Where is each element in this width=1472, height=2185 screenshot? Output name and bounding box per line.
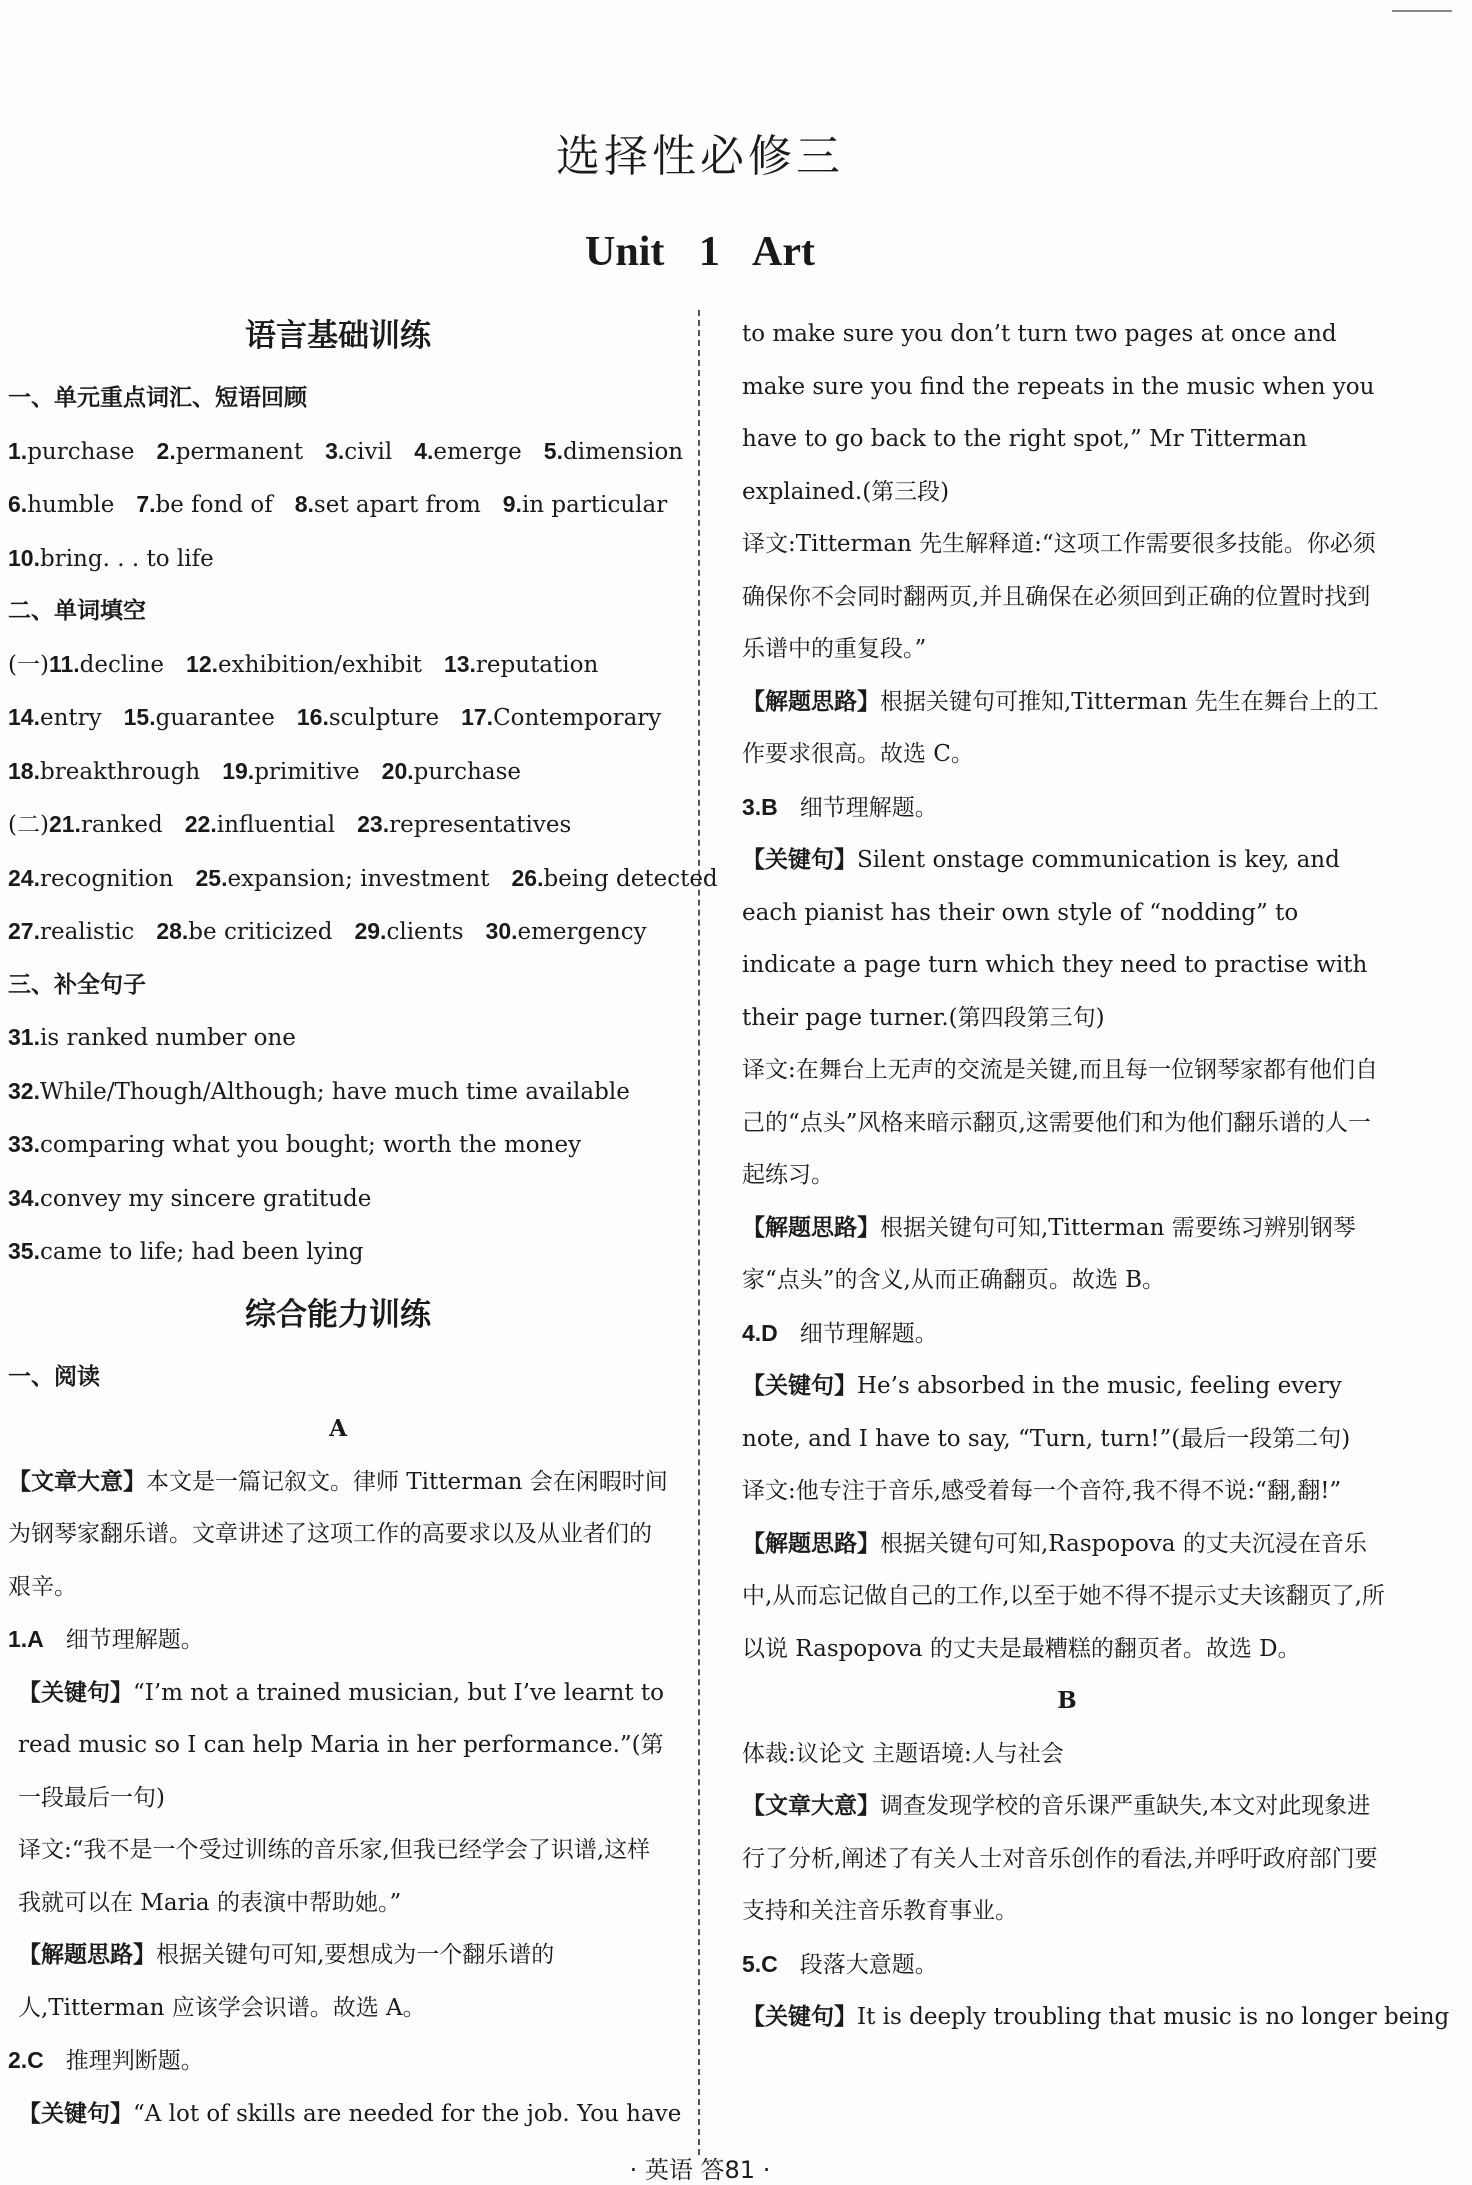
item-number: 7. — [136, 491, 156, 517]
item-number: 23. — [357, 811, 390, 837]
reasoning-text: 根据关键句可推知,Titterman 先生在舞台上的工作要求很高。故选 C。 — [742, 688, 1379, 767]
key-text: It is deeply troubling that music is no longer being — [857, 2004, 1450, 2030]
answer-row — [8, 638, 668, 692]
answer-row — [8, 1225, 668, 1279]
item-number: 32. — [8, 1077, 40, 1104]
item-number: 29. — [354, 918, 387, 944]
summary-text: 调查发现学校的音乐课严重缺失,本文对此现象进行了分析,阐述了有关人士对音乐创作的看法,并呼吁政府部门要支持和关注音乐教育事业。 — [742, 1793, 1378, 1924]
item-number: 16. — [296, 704, 329, 730]
item-answer: recognition — [39, 865, 174, 892]
column-divider — [698, 310, 700, 2155]
answer-item — [195, 866, 489, 892]
item-answer: humble — [27, 492, 115, 518]
item-answer: guarantee — [155, 705, 275, 731]
item-answer: exhibition/exhibit — [218, 651, 422, 678]
question-number: 3.B — [742, 793, 778, 820]
answer-item — [461, 705, 661, 731]
item-number: 1. — [8, 437, 28, 464]
item-answer: primitive — [254, 758, 360, 785]
key-text: He’s absorbed in the music, feeling every note, and I have to say, “Turn, turn!”(最后一段第二句) — [742, 1373, 1351, 1452]
item-answer: in particular — [521, 492, 668, 518]
summary-tag: 【文章大意】 — [8, 1468, 146, 1495]
item-answer: expansion; investment — [227, 865, 490, 892]
left-column — [8, 300, 718, 2140]
answer-item — [8, 492, 114, 518]
translation: 译文:他专注于音乐,感受着每一个音符,我不得不说:“翻,翻!” — [742, 1478, 1342, 1504]
item-answer: While/Though/Although; have much time available — [39, 1078, 630, 1105]
question-number: 2.C — [8, 2047, 44, 2073]
key-tag: 【关键句】 — [742, 2004, 857, 2030]
reasoning-text: 根据关键句可知,Titterman 需要练习辨别钢琴家“点头”的含义,从而正确翻页。故选 B。 — [742, 1214, 1356, 1293]
item-number: 15. — [123, 704, 156, 730]
question-header — [8, 1613, 668, 1667]
question-number: 5.C — [742, 1950, 778, 1977]
group-prefix: (一) — [8, 651, 49, 678]
item-number: 2. — [156, 437, 176, 464]
answer-item — [8, 759, 200, 785]
answer-row — [8, 532, 668, 586]
answer-item — [49, 652, 164, 678]
passage-label: B — [1057, 1687, 1077, 1714]
summary-tag: 【文章大意】 — [742, 1793, 880, 1819]
section-title-basic: 语言基础训练 — [245, 318, 431, 354]
item-number: 19. — [222, 757, 255, 784]
reasoning-tag: 【解题思路】 — [742, 1214, 880, 1241]
answer-item — [325, 439, 392, 465]
item-answer: be criticized — [188, 919, 333, 945]
answer-row — [8, 798, 668, 852]
key-sentence — [742, 1360, 1392, 1465]
key-text: “A lot of skills are needed for the job. You have — [133, 2100, 682, 2127]
page-footer: · 英语 答81 · — [629, 2156, 771, 2184]
passage-summary — [8, 1456, 668, 1614]
item-number: 31. — [8, 1024, 40, 1050]
item-number: 6. — [8, 491, 28, 517]
translation: 译文:“我不是一个受过训练的音乐家,但我已经学会了识谱,这样我就可以在 Maria 的表演中帮助她。” — [18, 1837, 651, 1916]
answer-row — [8, 691, 668, 745]
item-answer: purchase — [27, 438, 135, 465]
passage-label: A — [329, 1415, 347, 1442]
heading-vocab: 一、单元重点词汇、短语回顾 — [8, 385, 307, 411]
item-number: 22. — [184, 811, 217, 837]
answer-item — [354, 919, 463, 945]
answer-item — [8, 919, 134, 945]
item-number: 10. — [8, 544, 40, 571]
answer-item — [124, 705, 275, 731]
item-answer: entry — [39, 705, 102, 731]
reasoning-tag: 【解题思路】 — [18, 1942, 156, 1968]
key-sentence — [8, 1667, 668, 1825]
item-answer: ranked — [80, 812, 163, 838]
item-answer: permanent — [175, 438, 304, 465]
item-answer: bring. . . to life — [39, 545, 214, 572]
item-answer: influential — [216, 812, 336, 838]
key-continuation: to make sure you don’t turn two pages at once and make sure you find the repeats in the music when you have to go back to the right spot,” Mr Titterman explained.(第三段) — [742, 321, 1375, 505]
item-answer: convey my sincere gratitude — [39, 1185, 372, 1212]
reasoning-text: 根据关键句可知,Raspopova 的丈夫沉浸在音乐中,从而忘记做自己的工作,以至于她不得不提示丈夫该翻页了,所以说 Raspopova 的丈夫是最糟糕的翻页者。故选 D。 — [742, 1530, 1385, 1662]
item-answer: civil — [344, 438, 393, 465]
item-answer: breakthrough — [39, 758, 201, 785]
item-number: 26. — [511, 864, 544, 891]
question-header — [742, 781, 1392, 835]
page-title: 选择性必修三 — [556, 131, 844, 182]
answer-item — [544, 439, 683, 465]
answer-item — [8, 866, 173, 892]
answer-row — [8, 425, 684, 479]
corner-mark — [1392, 10, 1452, 12]
item-answer: representatives — [389, 812, 572, 838]
item-number: 34. — [8, 1184, 40, 1211]
item-answer: set apart from — [313, 492, 481, 518]
reasoning — [8, 1929, 668, 2034]
answer-item — [382, 759, 521, 785]
key-text: Silent onstage communication is key, and each pianist has their own style of “nodding” to indicate a page turn which they need to practise with their page turner.(第四段第三句) — [742, 847, 1368, 1031]
translation: 译文:Titterman 先生解释道:“这项工作需要很多技能。你必须确保你不会同时翻两页,并且确保在必须回到正确的位置时找到乐谱中的重复段。” — [742, 531, 1376, 662]
item-answer: reputation — [475, 651, 599, 678]
answer-item — [295, 492, 481, 518]
answer-item — [444, 652, 598, 678]
item-number: 13. — [443, 650, 476, 677]
item-number: 24. — [8, 864, 40, 891]
item-number: 27. — [8, 918, 40, 944]
item-number: 20. — [381, 757, 414, 784]
item-number: 12. — [186, 650, 219, 677]
answer-item — [136, 492, 272, 518]
question-type: 段落大意题。 — [799, 1951, 938, 1978]
answer-item — [8, 705, 102, 731]
question-type: 细节理解题。 — [799, 794, 938, 821]
answer-row — [8, 905, 668, 959]
item-number: 18. — [8, 757, 40, 784]
answer-item — [49, 812, 163, 838]
answer-item — [156, 919, 332, 945]
item-number: 28. — [156, 918, 189, 944]
answer-item — [8, 546, 214, 572]
reasoning — [742, 1202, 1392, 1307]
answer-row — [8, 852, 718, 906]
item-answer: clients — [386, 919, 464, 945]
key-sentence — [8, 2088, 682, 2141]
answer-item — [185, 812, 335, 838]
question-type: 细节理解题。 — [799, 1320, 938, 1347]
answer-row — [8, 745, 668, 799]
item-number: 25. — [195, 864, 228, 891]
answer-row — [8, 1065, 668, 1119]
item-answer: being detected — [543, 865, 718, 892]
item-answer: comparing what you bought; worth the money — [39, 1132, 582, 1158]
key-text: “I’m not a trained musician, but I’ve learnt to read music so I can help Maria in her performance.”(第一段最后一句) — [18, 1679, 664, 1811]
key-sentence — [742, 834, 1392, 1044]
item-number: 35. — [8, 1238, 40, 1264]
question-number: 1.A — [8, 1626, 44, 1652]
item-number: 5. — [543, 437, 563, 464]
answer-item — [357, 812, 571, 838]
key-tag: 【关键句】 — [742, 847, 857, 873]
reasoning-tag: 【解题思路】 — [742, 688, 880, 715]
item-answer: decline — [79, 651, 165, 678]
answer-row — [8, 478, 668, 532]
key-sentence — [742, 1991, 1450, 2044]
answer-item — [8, 439, 135, 465]
answer-item — [503, 492, 667, 518]
question-type: 推理判断题。 — [65, 2048, 204, 2074]
item-answer: realistic — [39, 919, 135, 945]
heading-sentences: 三、补全句子 — [8, 971, 146, 998]
answer-row — [8, 1118, 668, 1172]
answer-item — [186, 652, 422, 678]
item-answer: sculpture — [328, 705, 440, 731]
item-number: 8. — [294, 491, 314, 517]
item-number: 30. — [485, 918, 518, 944]
item-number: 33. — [8, 1131, 40, 1157]
question-number: 4.D — [742, 1319, 778, 1346]
item-number: 9. — [502, 491, 522, 517]
question-header — [742, 1307, 1392, 1361]
item-answer: dimension — [562, 438, 684, 465]
reasoning — [742, 676, 1392, 781]
answer-item — [486, 919, 647, 945]
item-answer: came to life; had been lying — [39, 1239, 364, 1265]
reasoning-text: 根据关键句可知,要想成为一个翻乐谱的人,Titterman 应该学会识谱。故选 A。 — [18, 1942, 555, 2021]
key-tag: 【关键句】 — [18, 1679, 133, 1706]
answer-item — [297, 705, 439, 731]
item-answer: is ranked number one — [39, 1025, 296, 1051]
item-number: 11. — [48, 650, 80, 677]
item-answer: be fond of — [155, 492, 273, 518]
item-number: 21. — [48, 811, 81, 837]
reasoning — [742, 1518, 1392, 1676]
answer-item — [157, 439, 304, 465]
item-answer: emerge — [433, 438, 522, 465]
unit-title: Unit 1 Art — [585, 229, 815, 275]
item-answer: emergency — [517, 919, 647, 945]
question-header — [742, 1938, 1392, 1992]
summary-text: 本文是一篇记叙文。律师 Titterman 会在闲暇时间为钢琴家翻乐谱。文章讲述了这项工作的高要求以及从业者们的艰辛。 — [8, 1468, 668, 1600]
item-answer: purchase — [413, 758, 521, 785]
reasoning-tag: 【解题思路】 — [742, 1530, 880, 1557]
item-answer: Contemporary — [493, 705, 662, 731]
genre-line: 体裁:议论文 主题语境:人与社会 — [742, 1740, 1064, 1767]
key-tag: 【关键句】 — [18, 2100, 133, 2127]
section-title-comprehensive: 综合能力训练 — [245, 1296, 431, 1333]
heading-reading: 一、阅读 — [8, 1363, 100, 1390]
answer-item — [222, 759, 359, 785]
item-number: 17. — [461, 704, 494, 730]
right-column — [742, 308, 1450, 2044]
key-tag: 【关键句】 — [742, 1373, 857, 1399]
question-type: 细节理解题。 — [65, 1627, 204, 1653]
item-number: 4. — [414, 437, 434, 464]
group-prefix: (二) — [8, 812, 49, 838]
answer-row — [8, 1172, 668, 1226]
passage-summary — [742, 1780, 1392, 1938]
question-header — [8, 2034, 668, 2088]
answer-item — [414, 439, 522, 465]
translation: 译文:在舞台上无声的交流是关键,而且每一位钢琴家都有他们自己的“点头”风格来暗示翻页,这需要他们和为他们翻乐谱的人一起练习。 — [742, 1057, 1379, 1188]
heading-fill: 二、单词填空 — [8, 598, 146, 624]
answer-item — [511, 866, 717, 892]
item-number: 14. — [8, 704, 40, 730]
answer-row — [8, 1011, 668, 1065]
item-number: 3. — [325, 437, 345, 464]
